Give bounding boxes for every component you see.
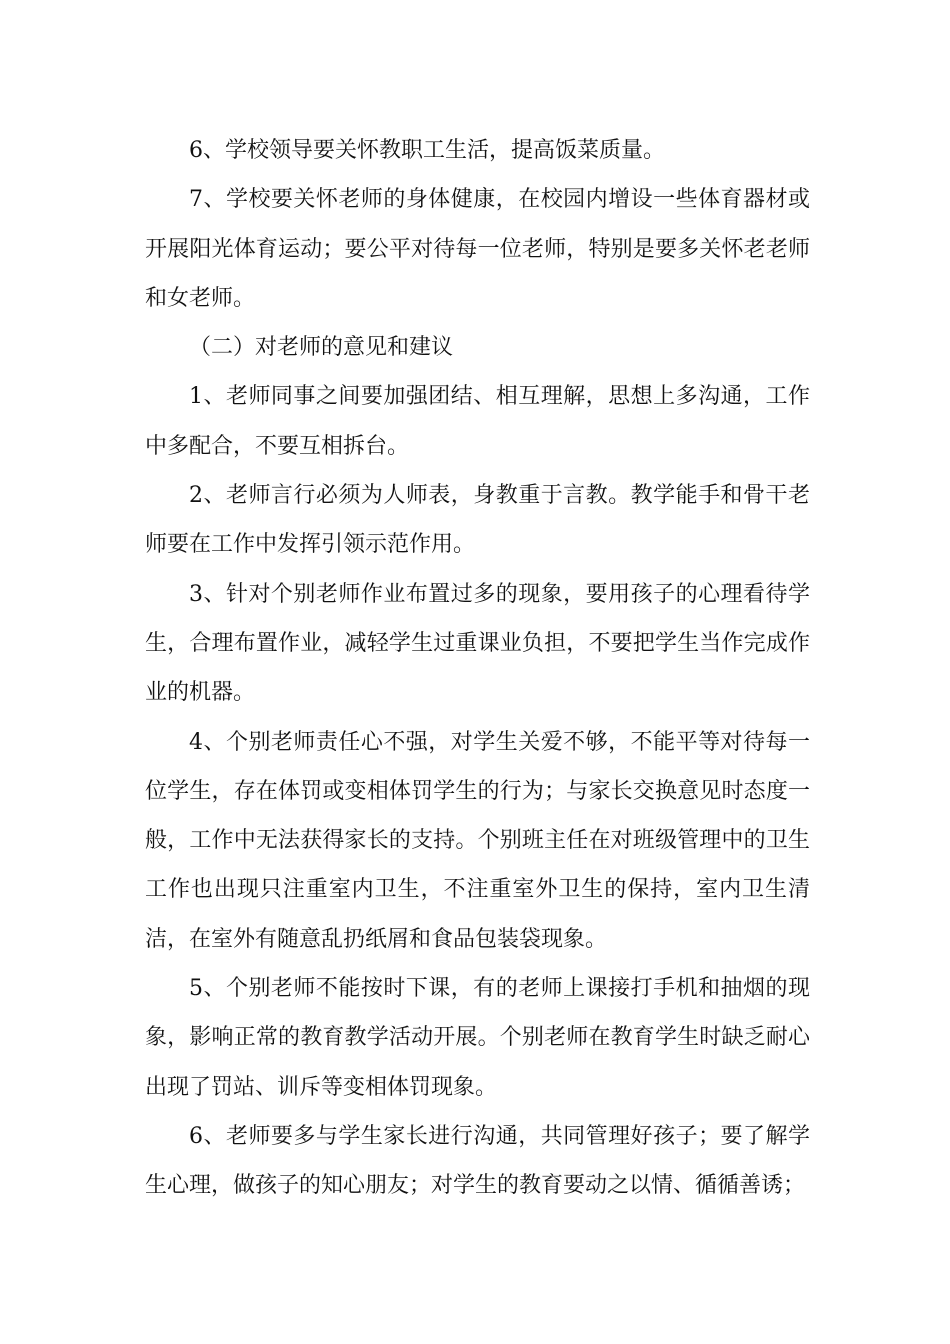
paragraph-teacher-item-4: 4、个别老师责任心不强，对学生关爱不够，不能平等对待每一位学生，存在体罚或变相体罚学生的行为；与家长交换意见时态度一般，工作中无法获得家长的支持。个别班主任在对班级管理中的卫生工作也出现只注重室内卫生，不注重室外卫生的保持，室内卫生清洁，在室外有随意乱扔纸屑和食品包装袋现象。 <box>145 729 810 952</box>
paragraph-teacher-item-1: 1、老师同事之间要加强团结、相互理解，思想上多沟通，工作中多配合，不要互相拆台。 <box>145 384 810 459</box>
section-heading-teacher-suggestions: （二）对老师的意见和建议 <box>189 335 454 361</box>
paragraph-teacher-item-6: 6、老师要多与学生家长进行沟通，共同管理好孩子；要了解学生心理，做孩子的知心朋友；对学生的教育要动之以情、循循善诱； <box>145 1123 810 1199</box>
paragraph-school-item-7: 7、学校要关怀老师的身体健康，在校园内增设一些体育器材或开展阳光体育运动；要公平对待每一位老师，特别是要多关怀老老师和女老师。 <box>145 187 810 311</box>
paragraph-teacher-item-3: 3、针对个别老师作业布置过多的现象，要用孩子的心理看待学生，合理布置作业，减轻学生过重课业负担，不要把学生当作完成作业的机器。 <box>145 581 810 706</box>
paragraph-teacher-item-5: 5、个别老师不能按时下课，有的老师上课接打手机和抽烟的现象，影响正常的教育教学活动开展。个别老师在教育学生时缺乏耐心出现了罚站、训斥等变相体罚现象。 <box>145 976 810 1100</box>
paragraph-teacher-item-2: 2、老师言行必须为人师表，身教重于言教。教学能手和骨干老师要在工作中发挥引领示范作用。 <box>145 483 810 558</box>
document-body <box>145 126 810 1211</box>
paragraph-school-item-6: 6、学校领导要关怀教职工生活，提高饭菜质量。 <box>189 138 665 163</box>
